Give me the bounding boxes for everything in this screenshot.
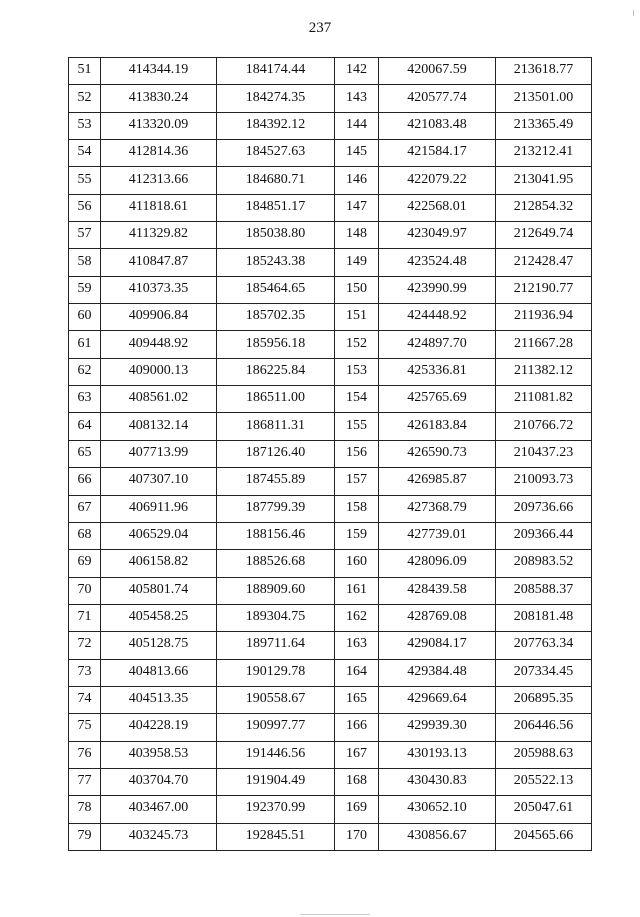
point-number-cell: 60 <box>69 304 101 331</box>
x-coordinate-cell: 409448.92 <box>101 331 217 358</box>
point-number-cell: 76 <box>69 741 101 768</box>
y-coordinate-cell: 188909.60 <box>217 577 335 604</box>
point-number-cell: 167 <box>335 741 379 768</box>
table-row <box>69 222 592 249</box>
table-row <box>69 550 592 577</box>
point-number-cell: 67 <box>69 495 101 522</box>
table-row <box>69 632 592 659</box>
x-coordinate-cell: 405128.75 <box>101 632 217 659</box>
point-number-cell: 74 <box>69 686 101 713</box>
point-number-cell: 143 <box>335 85 379 112</box>
point-number-cell: 161 <box>335 577 379 604</box>
coordinates-table <box>68 57 592 851</box>
x-coordinate-cell: 406158.82 <box>101 550 217 577</box>
table-row <box>69 304 592 331</box>
table-row <box>69 413 592 440</box>
x-coordinate-cell: 426590.73 <box>379 440 496 467</box>
scan-edge-mark <box>633 10 634 16</box>
y-coordinate-cell: 185038.80 <box>217 222 335 249</box>
table-row <box>69 659 592 686</box>
x-coordinate-cell: 421083.48 <box>379 112 496 139</box>
x-coordinate-cell: 403245.73 <box>101 823 217 850</box>
page-number: 237 <box>308 20 332 36</box>
y-coordinate-cell: 191446.56 <box>217 741 335 768</box>
point-number-cell: 149 <box>335 249 379 276</box>
x-coordinate-cell: 420577.74 <box>379 85 496 112</box>
table-row <box>69 823 592 850</box>
point-number-cell: 170 <box>335 823 379 850</box>
coordinates-table-body <box>69 58 592 851</box>
x-coordinate-cell: 430652.10 <box>379 796 496 823</box>
table-row <box>69 495 592 522</box>
table-row <box>69 85 592 112</box>
x-coordinate-cell: 426985.87 <box>379 468 496 495</box>
point-number-cell: 144 <box>335 112 379 139</box>
x-coordinate-cell: 424448.92 <box>379 304 496 331</box>
x-coordinate-cell: 414344.19 <box>101 58 217 85</box>
x-coordinate-cell: 403958.53 <box>101 741 217 768</box>
point-number-cell: 145 <box>335 140 379 167</box>
y-coordinate-cell: 189711.64 <box>217 632 335 659</box>
point-number-cell: 57 <box>69 222 101 249</box>
point-number-cell: 150 <box>335 276 379 303</box>
y-coordinate-cell: 187455.89 <box>217 468 335 495</box>
point-number-cell: 77 <box>69 768 101 795</box>
point-number-cell: 51 <box>69 58 101 85</box>
x-coordinate-cell: 412814.36 <box>101 140 217 167</box>
y-coordinate-cell: 210437.23 <box>496 440 592 467</box>
y-coordinate-cell: 205988.63 <box>496 741 592 768</box>
table-row <box>69 331 592 358</box>
x-coordinate-cell: 425765.69 <box>379 386 496 413</box>
y-coordinate-cell: 205522.13 <box>496 768 592 795</box>
x-coordinate-cell: 430856.67 <box>379 823 496 850</box>
point-number-cell: 72 <box>69 632 101 659</box>
x-coordinate-cell: 409000.13 <box>101 358 217 385</box>
y-coordinate-cell: 192370.99 <box>217 796 335 823</box>
y-coordinate-cell: 185702.35 <box>217 304 335 331</box>
x-coordinate-cell: 422568.01 <box>379 194 496 221</box>
y-coordinate-cell: 186511.00 <box>217 386 335 413</box>
table-row <box>69 796 592 823</box>
x-coordinate-cell: 423049.97 <box>379 222 496 249</box>
point-number-cell: 142 <box>335 58 379 85</box>
table-row <box>69 714 592 741</box>
point-number-cell: 70 <box>69 577 101 604</box>
y-coordinate-cell: 212854.32 <box>496 194 592 221</box>
y-coordinate-cell: 188526.68 <box>217 550 335 577</box>
table-row <box>69 741 592 768</box>
y-coordinate-cell: 188156.46 <box>217 522 335 549</box>
point-number-cell: 58 <box>69 249 101 276</box>
x-coordinate-cell: 429384.48 <box>379 659 496 686</box>
table-row <box>69 249 592 276</box>
x-coordinate-cell: 405801.74 <box>101 577 217 604</box>
point-number-cell: 68 <box>69 522 101 549</box>
point-number-cell: 158 <box>335 495 379 522</box>
y-coordinate-cell: 184174.44 <box>217 58 335 85</box>
y-coordinate-cell: 213212.41 <box>496 140 592 167</box>
y-coordinate-cell: 207334.45 <box>496 659 592 686</box>
y-coordinate-cell: 187799.39 <box>217 495 335 522</box>
x-coordinate-cell: 428439.58 <box>379 577 496 604</box>
point-number-cell: 64 <box>69 413 101 440</box>
point-number-cell: 66 <box>69 468 101 495</box>
table-row <box>69 768 592 795</box>
table-row <box>69 358 592 385</box>
y-coordinate-cell: 184680.71 <box>217 167 335 194</box>
x-coordinate-cell: 403467.00 <box>101 796 217 823</box>
y-coordinate-cell: 211936.94 <box>496 304 592 331</box>
x-coordinate-cell: 406911.96 <box>101 495 217 522</box>
y-coordinate-cell: 186811.31 <box>217 413 335 440</box>
x-coordinate-cell: 428769.08 <box>379 604 496 631</box>
point-number-cell: 165 <box>335 686 379 713</box>
x-coordinate-cell: 409906.84 <box>101 304 217 331</box>
point-number-cell: 151 <box>335 304 379 331</box>
point-number-cell: 73 <box>69 659 101 686</box>
point-number-cell: 159 <box>335 522 379 549</box>
x-coordinate-cell: 429669.64 <box>379 686 496 713</box>
x-coordinate-cell: 421584.17 <box>379 140 496 167</box>
x-coordinate-cell: 412313.66 <box>101 167 217 194</box>
y-coordinate-cell: 186225.84 <box>217 358 335 385</box>
x-coordinate-cell: 408561.02 <box>101 386 217 413</box>
x-coordinate-cell: 429939.30 <box>379 714 496 741</box>
point-number-cell: 55 <box>69 167 101 194</box>
table-row <box>69 140 592 167</box>
table-row <box>69 604 592 631</box>
point-number-cell: 65 <box>69 440 101 467</box>
point-number-cell: 155 <box>335 413 379 440</box>
table-row <box>69 577 592 604</box>
point-number-cell: 163 <box>335 632 379 659</box>
point-number-cell: 148 <box>335 222 379 249</box>
x-coordinate-cell: 426183.84 <box>379 413 496 440</box>
y-coordinate-cell: 211667.28 <box>496 331 592 358</box>
y-coordinate-cell: 208181.48 <box>496 604 592 631</box>
table-row <box>69 276 592 303</box>
x-coordinate-cell: 405458.25 <box>101 604 217 631</box>
y-coordinate-cell: 185464.65 <box>217 276 335 303</box>
point-number-cell: 79 <box>69 823 101 850</box>
x-coordinate-cell: 413830.24 <box>101 85 217 112</box>
point-number-cell: 78 <box>69 796 101 823</box>
x-coordinate-cell: 423990.99 <box>379 276 496 303</box>
y-coordinate-cell: 212190.77 <box>496 276 592 303</box>
y-coordinate-cell: 204565.66 <box>496 823 592 850</box>
x-coordinate-cell: 404228.19 <box>101 714 217 741</box>
point-number-cell: 63 <box>69 386 101 413</box>
point-number-cell: 71 <box>69 604 101 631</box>
point-number-cell: 54 <box>69 140 101 167</box>
table-row <box>69 440 592 467</box>
x-coordinate-cell: 429084.17 <box>379 632 496 659</box>
y-coordinate-cell: 192845.51 <box>217 823 335 850</box>
y-coordinate-cell: 213041.95 <box>496 167 592 194</box>
point-number-cell: 153 <box>335 358 379 385</box>
table-row <box>69 686 592 713</box>
x-coordinate-cell: 407307.10 <box>101 468 217 495</box>
table-row <box>69 194 592 221</box>
point-number-cell: 147 <box>335 194 379 221</box>
x-coordinate-cell: 410847.87 <box>101 249 217 276</box>
y-coordinate-cell: 184392.12 <box>217 112 335 139</box>
point-number-cell: 169 <box>335 796 379 823</box>
table-row <box>69 522 592 549</box>
y-coordinate-cell: 190997.77 <box>217 714 335 741</box>
point-number-cell: 168 <box>335 768 379 795</box>
x-coordinate-cell: 407713.99 <box>101 440 217 467</box>
y-coordinate-cell: 211081.82 <box>496 386 592 413</box>
x-coordinate-cell: 420067.59 <box>379 58 496 85</box>
y-coordinate-cell: 185956.18 <box>217 331 335 358</box>
y-coordinate-cell: 190558.67 <box>217 686 335 713</box>
y-coordinate-cell: 205047.61 <box>496 796 592 823</box>
y-coordinate-cell: 209366.44 <box>496 522 592 549</box>
x-coordinate-cell: 428096.09 <box>379 550 496 577</box>
point-number-cell: 59 <box>69 276 101 303</box>
x-coordinate-cell: 427368.79 <box>379 495 496 522</box>
y-coordinate-cell: 206895.35 <box>496 686 592 713</box>
point-number-cell: 154 <box>335 386 379 413</box>
point-number-cell: 166 <box>335 714 379 741</box>
y-coordinate-cell: 184274.35 <box>217 85 335 112</box>
point-number-cell: 157 <box>335 468 379 495</box>
y-coordinate-cell: 210093.73 <box>496 468 592 495</box>
x-coordinate-cell: 408132.14 <box>101 413 217 440</box>
y-coordinate-cell: 211382.12 <box>496 358 592 385</box>
x-coordinate-cell: 410373.35 <box>101 276 217 303</box>
point-number-cell: 156 <box>335 440 379 467</box>
y-coordinate-cell: 185243.38 <box>217 249 335 276</box>
x-coordinate-cell: 411818.61 <box>101 194 217 221</box>
point-number-cell: 162 <box>335 604 379 631</box>
y-coordinate-cell: 206446.56 <box>496 714 592 741</box>
point-number-cell: 160 <box>335 550 379 577</box>
point-number-cell: 152 <box>335 331 379 358</box>
point-number-cell: 56 <box>69 194 101 221</box>
x-coordinate-cell: 406529.04 <box>101 522 217 549</box>
table-row <box>69 167 592 194</box>
point-number-cell: 61 <box>69 331 101 358</box>
x-coordinate-cell: 411329.82 <box>101 222 217 249</box>
x-coordinate-cell: 422079.22 <box>379 167 496 194</box>
point-number-cell: 75 <box>69 714 101 741</box>
x-coordinate-cell: 427739.01 <box>379 522 496 549</box>
x-coordinate-cell: 404513.35 <box>101 686 217 713</box>
y-coordinate-cell: 210766.72 <box>496 413 592 440</box>
x-coordinate-cell: 423524.48 <box>379 249 496 276</box>
table-row <box>69 58 592 85</box>
y-coordinate-cell: 187126.40 <box>217 440 335 467</box>
table-row <box>69 468 592 495</box>
y-coordinate-cell: 184851.17 <box>217 194 335 221</box>
x-coordinate-cell: 430430.83 <box>379 768 496 795</box>
x-coordinate-cell: 404813.66 <box>101 659 217 686</box>
y-coordinate-cell: 212428.47 <box>496 249 592 276</box>
point-number-cell: 53 <box>69 112 101 139</box>
x-coordinate-cell: 424897.70 <box>379 331 496 358</box>
point-number-cell: 52 <box>69 85 101 112</box>
y-coordinate-cell: 212649.74 <box>496 222 592 249</box>
x-coordinate-cell: 403704.70 <box>101 768 217 795</box>
y-coordinate-cell: 213501.00 <box>496 85 592 112</box>
y-coordinate-cell: 209736.66 <box>496 495 592 522</box>
y-coordinate-cell: 189304.75 <box>217 604 335 631</box>
scan-edge-mark <box>300 914 370 915</box>
y-coordinate-cell: 208588.37 <box>496 577 592 604</box>
table-row <box>69 386 592 413</box>
x-coordinate-cell: 413320.09 <box>101 112 217 139</box>
table-row <box>69 112 592 139</box>
point-number-cell: 62 <box>69 358 101 385</box>
point-number-cell: 146 <box>335 167 379 194</box>
x-coordinate-cell: 425336.81 <box>379 358 496 385</box>
y-coordinate-cell: 207763.34 <box>496 632 592 659</box>
y-coordinate-cell: 208983.52 <box>496 550 592 577</box>
point-number-cell: 164 <box>335 659 379 686</box>
y-coordinate-cell: 213618.77 <box>496 58 592 85</box>
point-number-cell: 69 <box>69 550 101 577</box>
y-coordinate-cell: 191904.49 <box>217 768 335 795</box>
y-coordinate-cell: 190129.78 <box>217 659 335 686</box>
y-coordinate-cell: 213365.49 <box>496 112 592 139</box>
y-coordinate-cell: 184527.63 <box>217 140 335 167</box>
x-coordinate-cell: 430193.13 <box>379 741 496 768</box>
